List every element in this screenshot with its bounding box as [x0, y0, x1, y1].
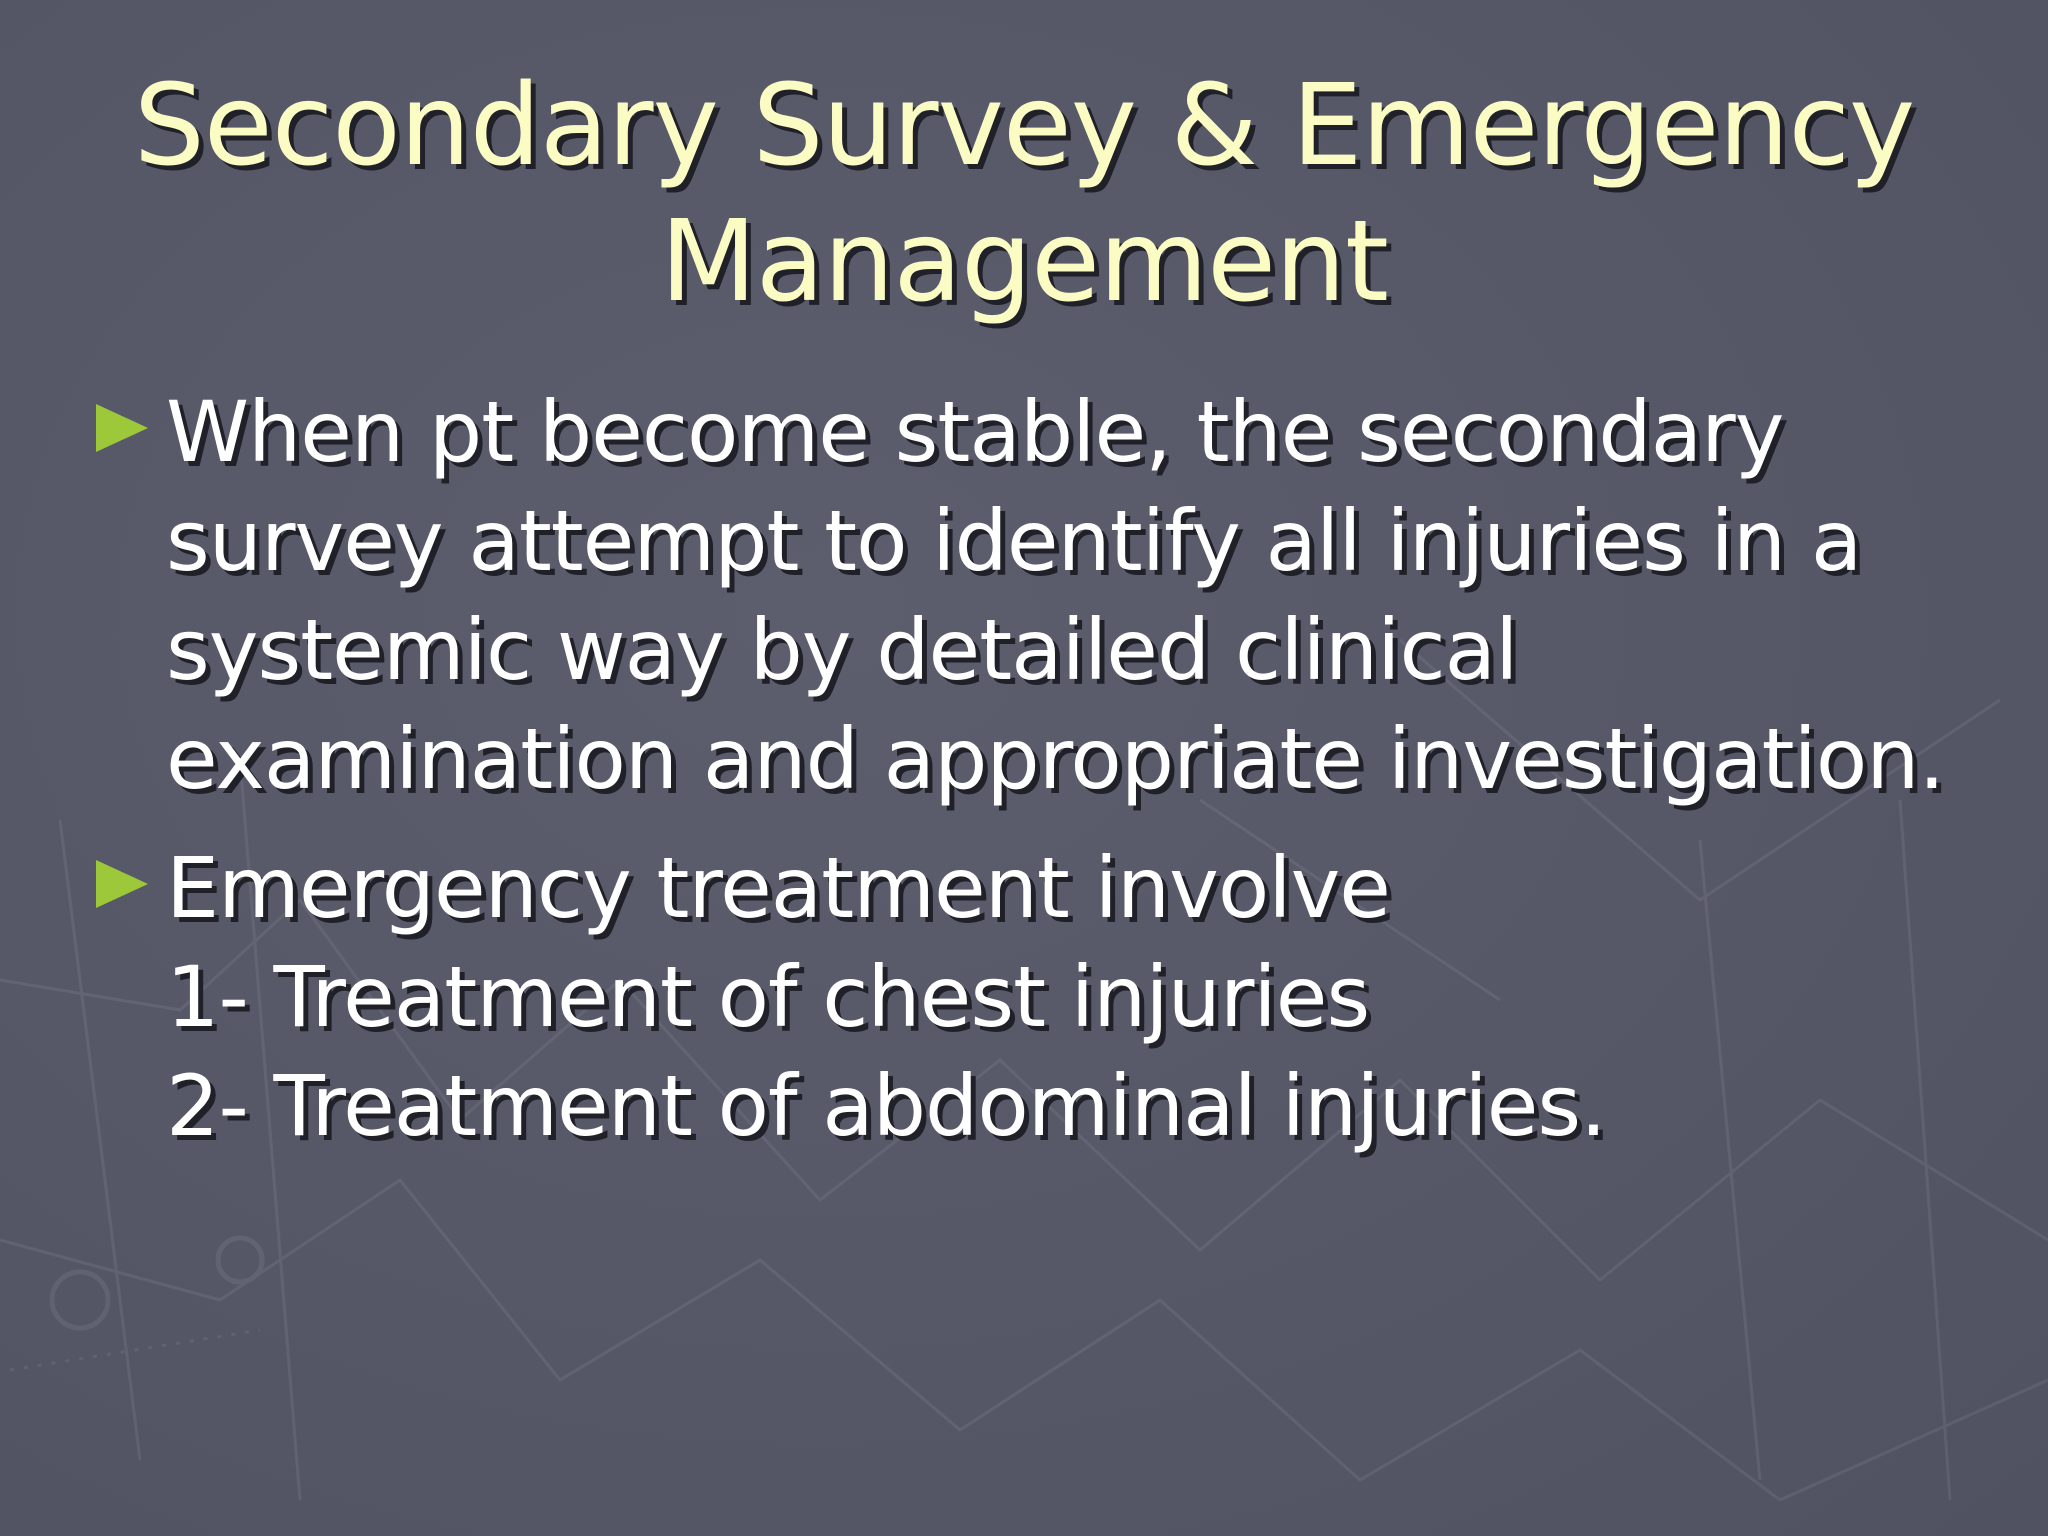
bullet-text-line: systemic way by detailed clinical: [166, 601, 1518, 699]
bullet-text-line: examination and appropriate investigation.: [166, 710, 1945, 808]
bullet-list: [96, 378, 1996, 1181]
triangle-right-icon: [96, 404, 148, 452]
slide-title: [120, 58, 1928, 330]
bullet-text-line: 1- Treatment of chest injuries: [166, 948, 1370, 1046]
slide-title-line: Management: [660, 197, 1388, 327]
bullet-item: [96, 378, 1996, 814]
bullet-text-line: Emergency treatment involve: [166, 839, 1390, 937]
bullet-text-line: 2- Treatment of abdominal injuries.: [166, 1057, 1606, 1155]
triangle-right-icon: [96, 860, 148, 908]
bullet-text-line: When pt become stable, the secondary: [166, 383, 1784, 481]
slide-title-line: Secondary Survey & Emergency: [133, 61, 1915, 191]
bullet-item: [96, 834, 1996, 1161]
bullet-text-line: survey attempt to identify all injuries in a: [166, 492, 1862, 590]
